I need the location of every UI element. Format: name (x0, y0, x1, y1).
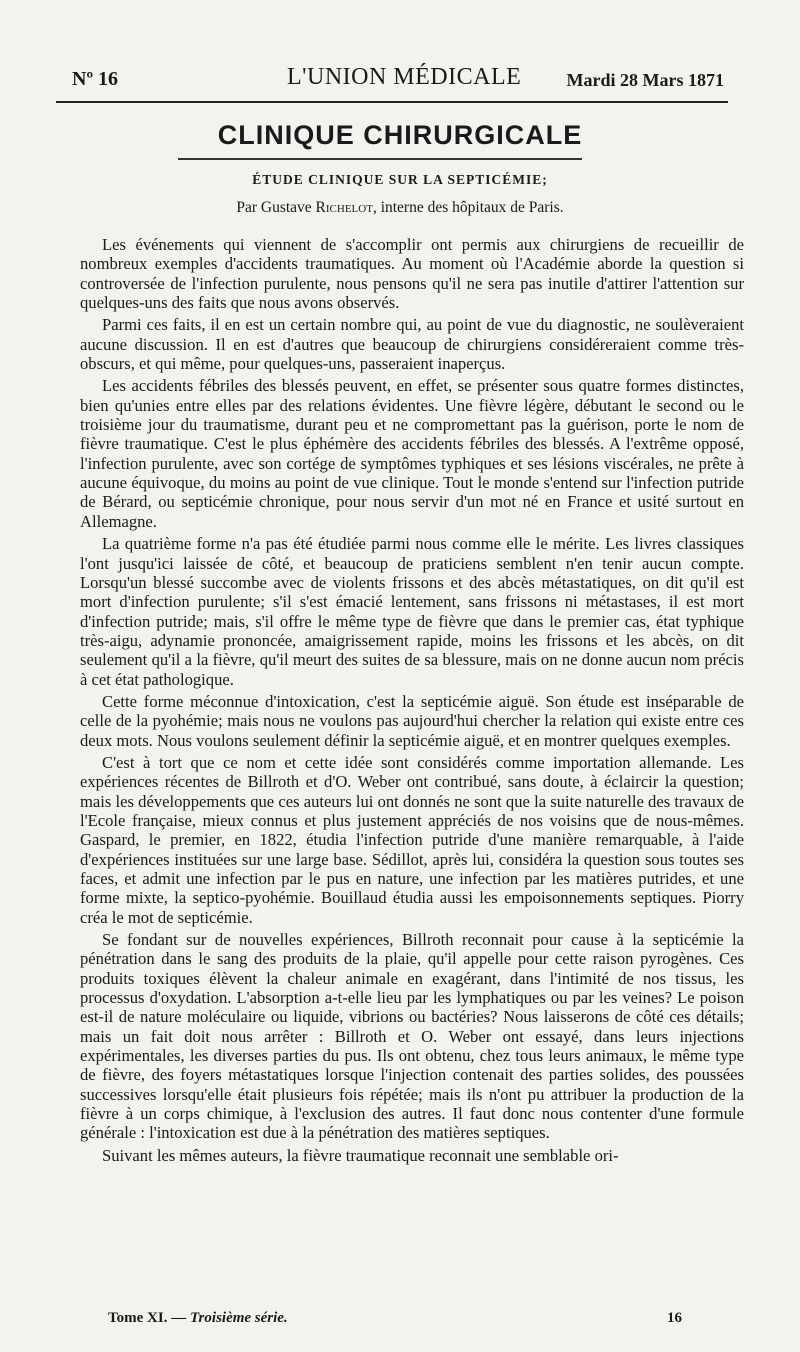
masthead (72, 64, 724, 94)
tome-series: Troisième série. (189, 1310, 288, 1326)
byline-suffix: , interne des hôpitaux de Paris. (372, 199, 564, 216)
article-subtitle: ÉTUDE CLINIQUE SUR LA SEPTICÉMIE; (252, 172, 548, 187)
paragraph: Les accidents fébriles des blessés peuvent, en effet, se présenter sous quatre formes distinctes, bien qu'unies entre elles par des relations évidentes. Une fièvre légère, débutant le second ou le troisième jour du traumatisme, durant peu et ne compromettant pas la guérison, porte le nom de fièvre traumatique. C'est le plus éphémère des accidents fébriles des blessés. A l'extrême opposé, l'infection purulente, avec son cortége de symptômes typhiques et ses lésions viscérales, ne prête à aucune équivoque, du moins au point de vue clinique. Tout le monde s'entend sur l'infection putride de Bérard, ou septicémie chronique, pour nous servir d'un mot né en France et usité surtout en Allemagne. (80, 376, 744, 531)
header-rule (56, 101, 728, 103)
journal-title: L'UNION MÉDICALE (287, 64, 522, 90)
paragraph: Cette forme méconnue d'intoxication, c'est la septicémie aiguë. Son étude est inséparable de celle de la pyohémie; mais nous ne voulons pas aujourd'hui chercher la relation qui existe entre ces deux mots. Nous voulons seulement définir la septicémie aiguë, et en montrer quelques exemples. (80, 691, 744, 750)
paragraph: C'est à tort que ce nom et cette idée sont considérés comme importation allemande. Les expériences récentes de Billroth et d'O. Weber ont contribué, sans doute, à éclaircir la question; mais les développements que ces auteurs lui ont donnés ne sont que la suite naturelle des travaux de l'Ecole française, mieux connus et plus justement appréciés de nos voisins que de nous-mêmes. Gaspard, le premier, en 1822, étudia l'infection putride d'une manière remarquable, à l'aide d'expériences instituées sur une large base. Sédillot, après lui, considéra la question sous toutes ses faces, et admit une infection par le pus en nature, une infection par les matières putrides, et une forme mixte, la septico-pyohémie. Bouillaud étudia aussi les empoisonnements septiques. Piorry créa le mot de septicémie. (80, 752, 744, 927)
issue-number: Nº 16 (72, 68, 119, 90)
issue-date: Mardi 28 Mars 1871 (566, 70, 724, 90)
section-title: CLINIQUE CHIRURGICALE (217, 120, 583, 150)
tome-prefix: Tome XI. — (108, 1310, 190, 1326)
paragraph: La quatrième forme n'a pas été étudiée parmi nous comme elle le mérite. Les livres classiques l'ont jusqu'ici laissée de côté, et beaucoup de praticiens semblent n'en tenir aucun compte. Lorsqu'un blessé succombe avec de violents frissons et des abcès métastatiques, on dit qu'il est mort d'infection purulente; s'il s'est émacié lentement, sans frissons ni métastases, il est mort d'infection putride; mais, s'il offre le même type de fièvre que dans le premier cas, état typhique très-aigu, adynamie prononcée, amaigrissement rapide, moins les frissons et les abcès, on dit seulement qu'il a la fièvre, qu'il meurt des suites de sa blessure, mais on ne donne aucun nom précis à cet état pathologique. (80, 534, 744, 689)
byline-prefix: Par Gustave (236, 199, 312, 216)
paragraph: Parmi ces faits, il en est un certain nombre qui, au point de vue du diagnostic, ne soulèveraient aucune discussion. Il en est d'autres que beaucoup de chirurgiens considéreraient comme très-obscurs, et qui même, pour quelques-uns, passeraient inaperçus. (80, 315, 744, 374)
page-number: 16 (667, 1310, 682, 1326)
section-rule (178, 158, 582, 160)
paragraph: Suivant les mêmes auteurs, la fièvre traumatique reconnait une semblable ori- (102, 1145, 619, 1165)
byline (0, 199, 800, 217)
article-body (80, 235, 744, 1168)
paragraph: Se fondant sur de nouvelles expériences, Billroth reconnait pour cause à la septicémie la pénétration dans le sang des produits de la plaie, qu'il appelle pour cette raison pyrogènes. Ces produits toxiques élèvent la chaleur animale en exagérant, dans l'intimité de nos tissus, les processus d'oxydation. L'absorption a-t-elle lieu par les lymphatiques ou par les veines? Le poison est-il de nature moléculaire ou liquide, vibrions ou bactéries? Nous laisserons de côté ces détails; mais un fait doit nous arrêter : Billroth et O. Weber ont essayé, dans leurs injections expérimentales, les diverses parties du pus. Ils ont obtenu, chez tous leurs animaux, le même type de fièvre, des foyers métastatiques lorsque l'injection contenait des parties solides, des poussées successives lorsqu'elle était plusieurs fois répétée; mais ils n'ont pu attribuer la production de la fièvre à un corps chimique, à l'exclusion des autres. Il faut donc nous contenter d'une formule générale : l'intoxication est due à la pénétration des matières septiques. (80, 930, 744, 1143)
tome-label (108, 1310, 288, 1327)
author-name: Richelot (315, 199, 373, 216)
page-footer (108, 1310, 682, 1332)
paragraph: Les événements qui viennent de s'accomplir ont permis aux chirurgiens de recueillir de nombreux exemples d'accidents traumatiques. Au moment où l'Académie aborde la question si controversée de l'infection purulente, nous pensons qu'il ne sera pas inutile d'attirer l'attention sur quelques-uns des faits que nous avons observés. (80, 235, 744, 313)
